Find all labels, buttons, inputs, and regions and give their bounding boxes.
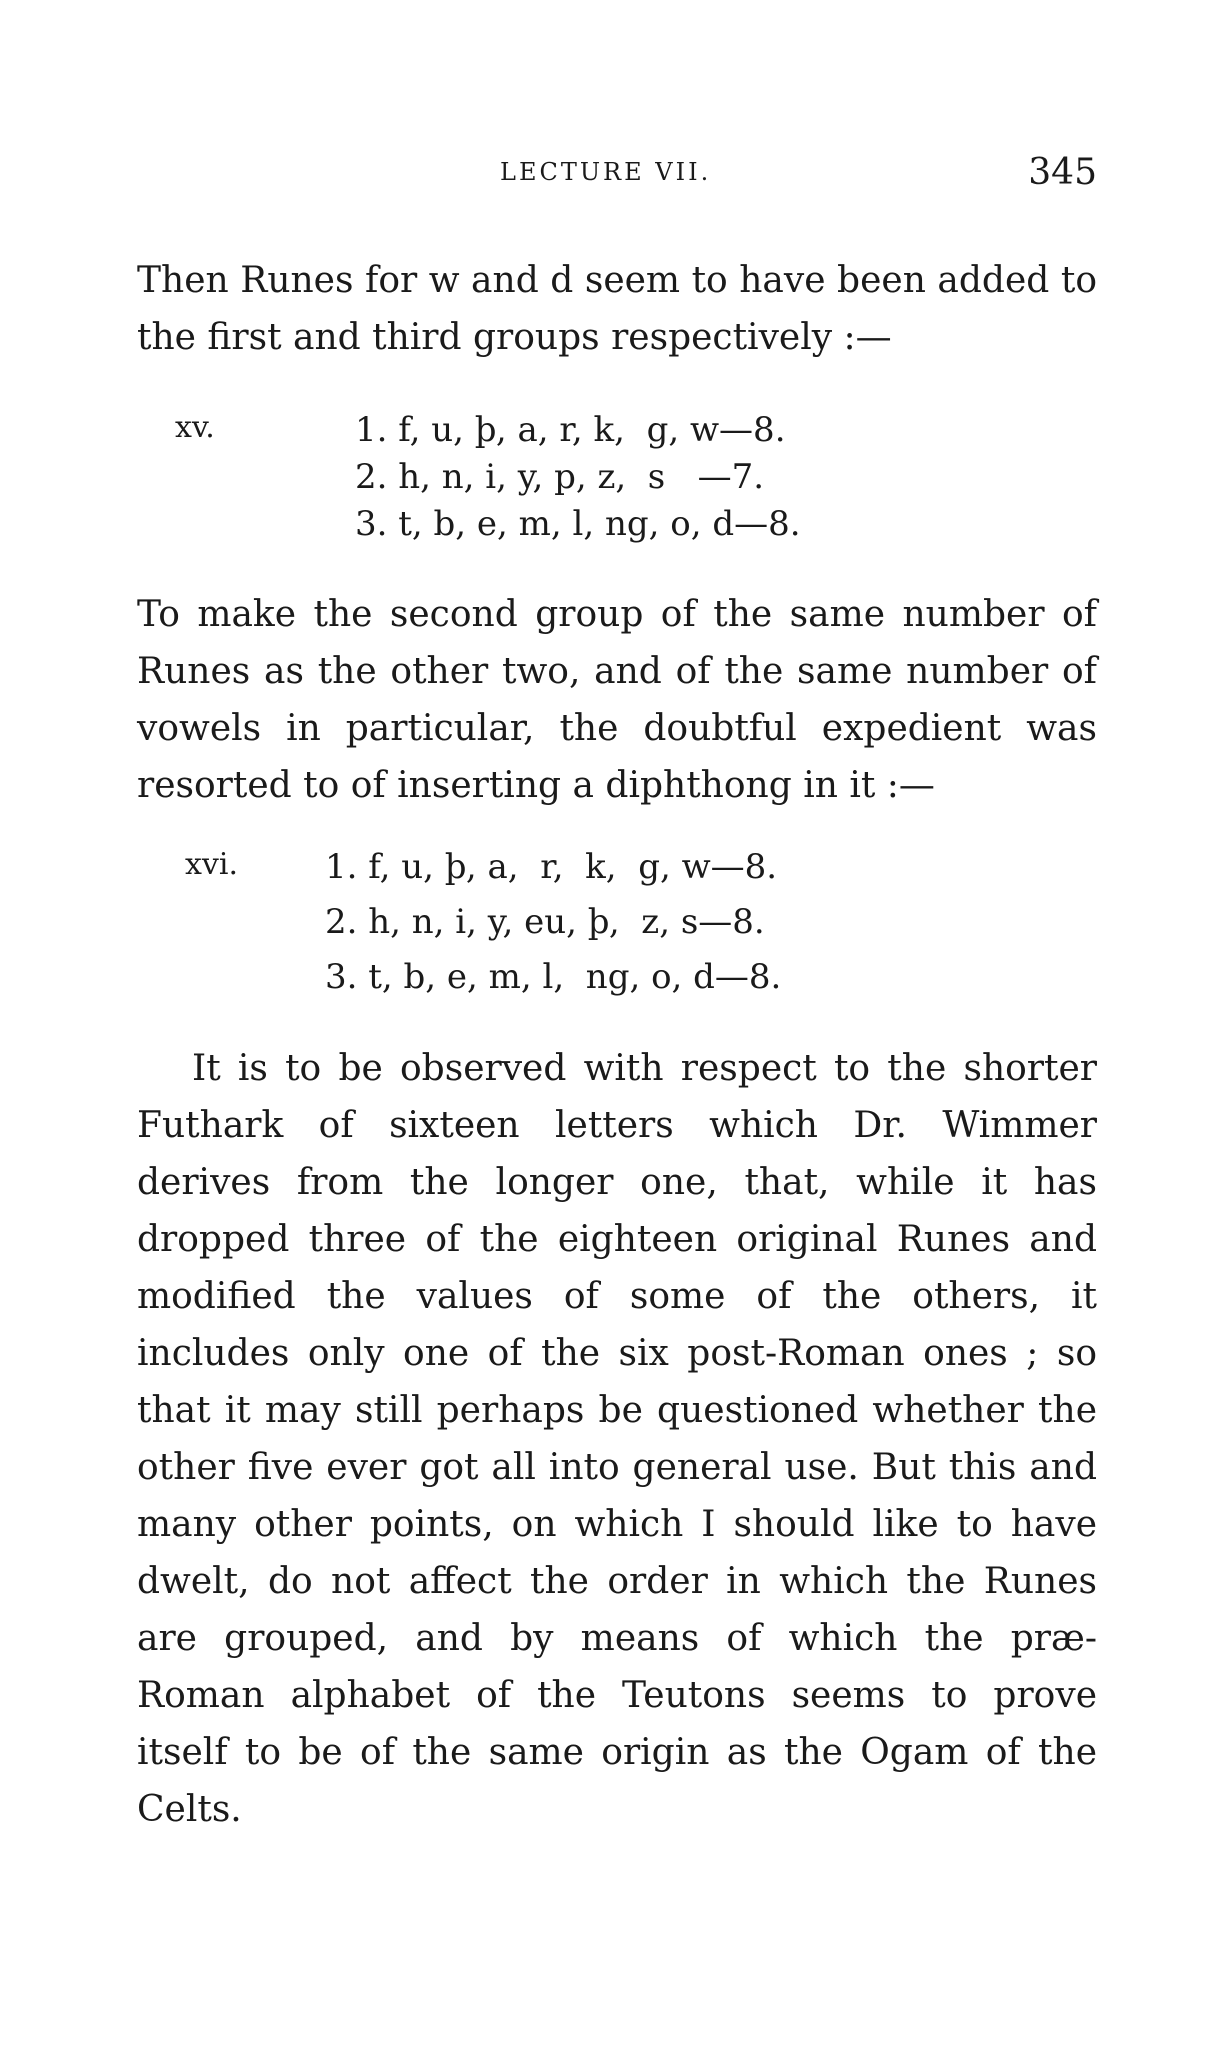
running-head <box>0 152 1227 198</box>
table-row <box>355 410 1227 456</box>
paragraph-body: It is to be observed with respect to the shorter Futhark of sixteen letters which Dr. Wimmer derives from the longer one, that, while it has dropped three of the eighteen original Runes and modified the values of some of the others, it includes only one of the six post-Roman ones ; so that it may still perhaps be questioned whether the other five ever got all into general use. But this and many other points, on which I should like to have dwelt, do not affect the order in which the Runes are grouped, and by means of which the præ-Roman alphabet of the Teutons seems to prove itself to be of the same origin as the Ogam of the Celts. <box>137 1048 1097 1830</box>
table-row-text: 3. t, b, e, m, l, ng, o, d—8. <box>355 504 801 544</box>
table-row <box>325 847 1227 893</box>
table-row <box>355 504 1227 550</box>
paragraph-middle: To make the second group of the same number of Runes as the other two, and of the same number of vowels in particular, the doubtful expedient was resorted to of inserting a diphthong in it :— <box>137 594 1097 806</box>
table-row-text: 2. h, n, i, y, p, z, s —7. <box>355 457 765 497</box>
table-row-text: 1. f, u, þ, a, r, k, g, w—8. <box>355 410 786 450</box>
table-row <box>325 957 1227 1003</box>
table-label-xvi: xvi. <box>185 847 238 882</box>
running-head-title: LECTURE VII. <box>500 158 712 186</box>
table-row <box>325 902 1227 948</box>
page-number: 345 <box>1028 152 1097 193</box>
table-row-text: 3. t, b, e, m, l, ng, o, d—8. <box>325 957 782 997</box>
table-row-text: 1. f, u, þ, a, r, k, g, w—8. <box>325 847 778 887</box>
table-row <box>355 457 1227 503</box>
table-label-xv: xv. <box>175 410 215 445</box>
paragraph-intro: Then Runes for w and d seem to have been added to the first and third groups respectively :— <box>137 260 1097 358</box>
table-row-text: 2. h, n, i, y, eu, þ, z, s—8. <box>325 902 765 942</box>
